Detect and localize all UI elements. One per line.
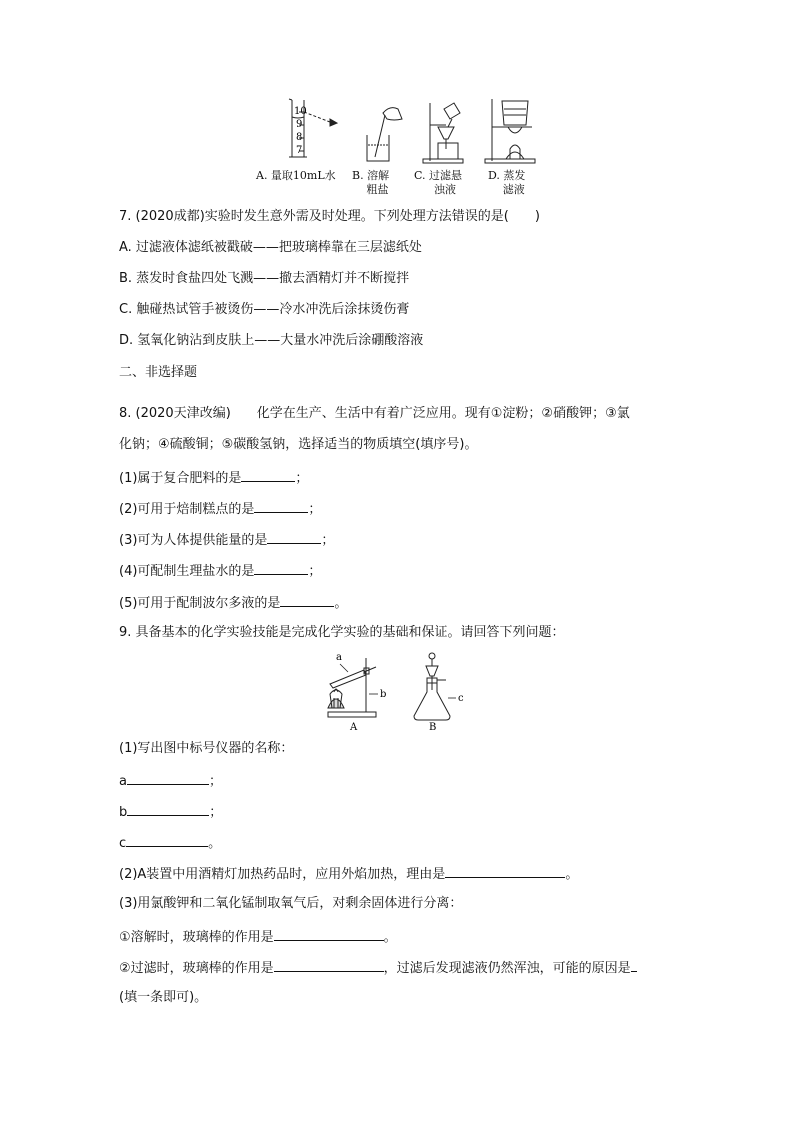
q8-item-5-end: 。 bbox=[334, 596, 348, 611]
q7-option-a: A. 过滤液体滤纸被戳破——把玻璃棒靠在三层滤纸处 bbox=[119, 240, 422, 255]
q9-blank-c-row bbox=[119, 833, 221, 853]
q9-answer-blank-b[interactable] bbox=[127, 802, 209, 816]
caption-c-line2: 浊液 bbox=[434, 183, 457, 196]
label-c: c bbox=[458, 693, 464, 704]
q9-sub3-2-line2: (填一条即可)。 bbox=[119, 990, 208, 1005]
q8-answer-blank-1[interactable] bbox=[241, 468, 295, 482]
q9-sub2-text: (2)A装置中用酒精灯加热药品时，应用外焰加热，理由是 bbox=[119, 867, 446, 882]
q8-item-4 bbox=[119, 561, 321, 581]
q9-sub3-1-text: ①溶解时，玻璃棒的作用是 bbox=[119, 930, 274, 945]
q8-stem-line1: 8. (2020天津改编) 化学在生产、生活中有着广泛应用。现有①淀粉；②硝酸钾；③氯 bbox=[119, 406, 630, 421]
apparatus-b-drawing bbox=[414, 653, 450, 720]
caption-c-line1: C. 过滤悬 bbox=[414, 169, 463, 182]
q8-answer-blank-5[interactable] bbox=[280, 593, 334, 607]
q9-sub3: (3)用氯酸钾和二氧化锰制取氧气后，对剩余固体进行分离： bbox=[119, 896, 463, 911]
caption-a bbox=[256, 169, 336, 183]
q9-blank-a-row bbox=[119, 771, 222, 791]
q7-stem: 7. (2020成都)实验时发生意外需及时处理。下列处理方法错误的是( ) bbox=[119, 209, 540, 224]
q9-blank-a-end: ； bbox=[208, 774, 222, 789]
q9-sub2 bbox=[119, 864, 578, 884]
q9-sub3-2-mid: ，过滤后发现滤液仍然浑浊，可能的原因是 bbox=[383, 961, 631, 976]
q9-blank-c-end: 。 bbox=[208, 836, 222, 851]
q9-sub3-2 bbox=[119, 958, 637, 978]
caption-b bbox=[352, 169, 389, 197]
caption-d-line1: D. 蒸发 bbox=[488, 169, 526, 182]
label-b: b bbox=[380, 689, 387, 700]
dissolving-beaker-drawing bbox=[367, 108, 402, 161]
caption-apparatus-a: A bbox=[350, 722, 358, 733]
caption-b-line2: 粗盐 bbox=[366, 183, 389, 196]
caption-apparatus-b: B bbox=[429, 722, 437, 733]
lab-operations-figure bbox=[270, 95, 550, 165]
q9-sub3-1 bbox=[119, 927, 397, 947]
q8-item-4-text: (4)可配制生理盐水的是 bbox=[119, 564, 255, 579]
cylinder-tick-7: 7 bbox=[296, 145, 303, 156]
q8-item-1-end: ； bbox=[295, 471, 309, 486]
caption-d bbox=[488, 169, 525, 197]
caption-c bbox=[414, 169, 462, 197]
q8-item-2-end: ； bbox=[308, 502, 322, 517]
q9-sub3-1-end: 。 bbox=[383, 930, 397, 945]
q8-item-3 bbox=[119, 530, 334, 550]
cylinder-tick-8: 8 bbox=[296, 132, 303, 143]
q7-option-c: C. 触碰热试管手被烫伤——冷水冲洗后涂抹烫伤膏 bbox=[119, 302, 410, 317]
apparatus-figure bbox=[322, 646, 472, 734]
q9-answer-blank-c[interactable] bbox=[126, 833, 208, 847]
q9-sub2-end: 。 bbox=[565, 867, 579, 882]
q9-answer-blank-filter-reason[interactable] bbox=[631, 958, 637, 972]
q9-sub3-2-text: ②过滤时，玻璃棒的作用是 bbox=[119, 961, 274, 976]
q7-option-d: D. 氢氧化钠沾到皮肤上——大量水冲洗后涂硼酸溶液 bbox=[119, 333, 424, 348]
label-a: a bbox=[336, 652, 342, 663]
evaporation-setup-drawing bbox=[485, 99, 535, 163]
q9-answer-blank-sub2[interactable] bbox=[445, 864, 565, 878]
caption-d-line2: 滤液 bbox=[502, 183, 525, 196]
q8-stem-line2: 化钠；④硫酸铜；⑤碳酸氢钠，选择适当的物质填空(填序号)。 bbox=[119, 437, 478, 452]
q8-answer-blank-4[interactable] bbox=[254, 561, 308, 575]
q9-blank-b-label: b bbox=[119, 805, 128, 820]
q8-item-5-text: (5)可用于配制波尔多液的是 bbox=[119, 596, 281, 611]
q8-answer-blank-2[interactable] bbox=[254, 499, 308, 513]
q8-item-4-end: ； bbox=[308, 564, 322, 579]
q7-option-b: B. 蒸发时食盐四处飞溅——撤去酒精灯并不断搅拌 bbox=[119, 271, 410, 286]
apparatus-a-drawing bbox=[328, 658, 376, 717]
q9-stem: 9. 具备基本的化学实验技能是完成化学实验的基础和保证。请回答下列问题： bbox=[119, 625, 565, 640]
q8-item-3-end: ； bbox=[321, 533, 335, 548]
caption-b-line1: B. 溶解 bbox=[352, 169, 390, 182]
q8-answer-blank-3[interactable] bbox=[267, 530, 321, 544]
caption-a-line1: A. 量取10mL水 bbox=[256, 169, 336, 182]
cylinder-tick-9: 9 bbox=[296, 119, 303, 130]
q8-item-2 bbox=[119, 499, 321, 519]
q9-blank-a-label: a bbox=[119, 774, 127, 789]
q9-sub1: (1)写出图中标号仪器的名称： bbox=[119, 741, 294, 756]
q8-item-2-text: (2)可用于焙制糕点的是 bbox=[119, 502, 255, 517]
q9-blank-c-label: c bbox=[119, 836, 127, 851]
q9-blank-b-row bbox=[119, 802, 222, 822]
section-heading: 二、非选择题 bbox=[119, 365, 198, 380]
q9-blank-b-end: ； bbox=[209, 805, 223, 820]
q8-item-1 bbox=[119, 468, 308, 488]
cylinder-tick-10: 10 bbox=[294, 106, 307, 117]
q9-answer-blank-dissolve[interactable] bbox=[274, 927, 384, 941]
q9-answer-blank-a[interactable] bbox=[127, 771, 209, 785]
q9-answer-blank-filter-role[interactable] bbox=[274, 958, 384, 972]
q8-item-3-text: (3)可为人体提供能量的是 bbox=[119, 533, 268, 548]
filtration-setup-drawing bbox=[423, 103, 463, 163]
q8-item-1-text: (1)属于复合肥料的是 bbox=[119, 471, 242, 486]
q8-item-5 bbox=[119, 593, 347, 613]
